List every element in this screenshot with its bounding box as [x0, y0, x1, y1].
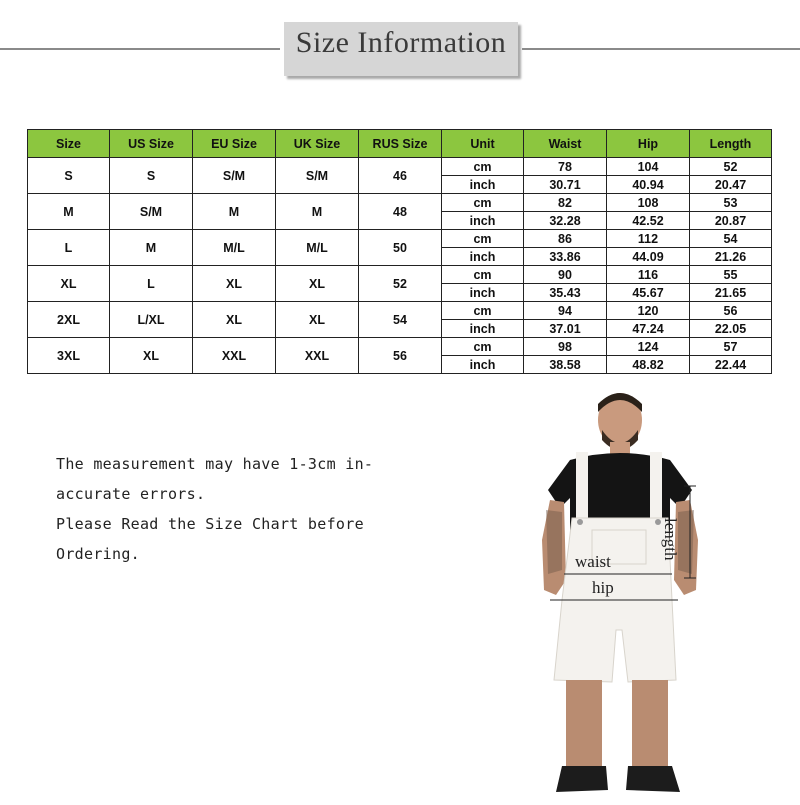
cell-us-size: L — [110, 266, 193, 302]
cell-waist: 35.43 — [524, 284, 607, 302]
note-line: Please Read the Size Chart before — [56, 515, 364, 533]
cell-us-size: S — [110, 158, 193, 194]
cell-waist: 86 — [524, 230, 607, 248]
cell-length: 52 — [690, 158, 772, 176]
cell-unit: cm — [442, 266, 524, 284]
cell-waist: 32.28 — [524, 212, 607, 230]
cell-unit: cm — [442, 230, 524, 248]
overall-strap-right — [650, 452, 662, 522]
cell-hip: 42.52 — [607, 212, 690, 230]
cell-unit: inch — [442, 248, 524, 266]
cell-hip: 108 — [607, 194, 690, 212]
cell-hip: 44.09 — [607, 248, 690, 266]
cell-hip: 124 — [607, 338, 690, 356]
table-row — [28, 230, 772, 248]
cell-waist: 38.58 — [524, 356, 607, 374]
cell-waist: 98 — [524, 338, 607, 356]
page-title: Size Information — [295, 26, 507, 59]
cell-us-size: XL — [110, 338, 193, 374]
cell-length: 53 — [690, 194, 772, 212]
cell-us-size: M — [110, 230, 193, 266]
waist-label: waist — [575, 552, 611, 571]
cell-rus-size: 52 — [359, 266, 442, 302]
cell-length: 54 — [690, 230, 772, 248]
table-row — [28, 302, 772, 320]
cell-uk-size: XL — [276, 302, 359, 338]
note-line: Ordering. — [56, 545, 140, 563]
table-row — [28, 158, 772, 176]
cell-uk-size: XL — [276, 266, 359, 302]
cell-us-size: S/M — [110, 194, 193, 230]
column-header: Size — [28, 130, 110, 158]
cell-size: XL — [28, 266, 110, 302]
cell-hip: 120 — [607, 302, 690, 320]
cell-uk-size: M — [276, 194, 359, 230]
hip-label: hip — [592, 578, 614, 597]
cell-rus-size: 48 — [359, 194, 442, 230]
column-header: Length — [690, 130, 772, 158]
cell-eu-size: XXL — [193, 338, 276, 374]
model-right-leg — [632, 680, 668, 768]
cell-hip: 112 — [607, 230, 690, 248]
cell-length: 22.05 — [690, 320, 772, 338]
cell-length: 21.65 — [690, 284, 772, 302]
column-header: US Size — [110, 130, 193, 158]
cell-waist: 82 — [524, 194, 607, 212]
column-header: Waist — [524, 130, 607, 158]
cell-eu-size: XL — [193, 302, 276, 338]
model-illustration — [520, 390, 750, 800]
cell-size: S — [28, 158, 110, 194]
cell-unit: inch — [442, 356, 524, 374]
table-row — [28, 338, 772, 356]
cell-length: 57 — [690, 338, 772, 356]
model-left-leg — [566, 680, 602, 768]
model-right-shoe — [626, 766, 680, 792]
cell-eu-size: S/M — [193, 158, 276, 194]
note-line: The measurement may have 1-3cm in- — [56, 455, 374, 473]
cell-size: L — [28, 230, 110, 266]
column-header: RUS Size — [359, 130, 442, 158]
length-label: length — [661, 518, 680, 561]
cell-hip: 40.94 — [607, 176, 690, 194]
cell-unit: inch — [442, 320, 524, 338]
cell-waist: 90 — [524, 266, 607, 284]
cell-waist: 78 — [524, 158, 607, 176]
cell-hip: 104 — [607, 158, 690, 176]
note-line: accurate errors. — [56, 485, 206, 503]
overall-strap-left — [576, 452, 588, 522]
cell-length: 56 — [690, 302, 772, 320]
cell-eu-size: M/L — [193, 230, 276, 266]
model-figure — [520, 390, 750, 800]
cell-eu-size: M — [193, 194, 276, 230]
cell-length: 20.47 — [690, 176, 772, 194]
header-rule-left — [0, 48, 280, 50]
cell-size: 2XL — [28, 302, 110, 338]
cell-uk-size: XXL — [276, 338, 359, 374]
column-header: Unit — [442, 130, 524, 158]
cell-waist: 37.01 — [524, 320, 607, 338]
cell-length: 55 — [690, 266, 772, 284]
cell-length: 20.87 — [690, 212, 772, 230]
cell-hip: 48.82 — [607, 356, 690, 374]
table-row — [28, 266, 772, 284]
cell-unit: inch — [442, 176, 524, 194]
column-header: EU Size — [193, 130, 276, 158]
cell-unit: inch — [442, 212, 524, 230]
size-table — [27, 129, 772, 374]
cell-unit: cm — [442, 302, 524, 320]
table-header-row — [28, 130, 772, 158]
cell-size: 3XL — [28, 338, 110, 374]
cell-uk-size: S/M — [276, 158, 359, 194]
cell-length: 22.44 — [690, 356, 772, 374]
model-left-shoe — [556, 766, 608, 792]
cell-rus-size: 56 — [359, 338, 442, 374]
cell-waist: 33.86 — [524, 248, 607, 266]
cell-eu-size: XL — [193, 266, 276, 302]
header-rule-right — [522, 48, 800, 50]
cell-unit: cm — [442, 194, 524, 212]
cell-rus-size: 46 — [359, 158, 442, 194]
cell-waist: 94 — [524, 302, 607, 320]
cell-hip: 116 — [607, 266, 690, 284]
cell-length: 21.26 — [690, 248, 772, 266]
cell-size: M — [28, 194, 110, 230]
cell-us-size: L/XL — [110, 302, 193, 338]
cell-rus-size: 54 — [359, 302, 442, 338]
cell-unit: cm — [442, 158, 524, 176]
cell-hip: 47.24 — [607, 320, 690, 338]
cell-uk-size: M/L — [276, 230, 359, 266]
cell-unit: inch — [442, 284, 524, 302]
cell-rus-size: 50 — [359, 230, 442, 266]
column-header: Hip — [607, 130, 690, 158]
table-row — [28, 194, 772, 212]
cell-unit: cm — [442, 338, 524, 356]
column-header: UK Size — [276, 130, 359, 158]
cell-hip: 45.67 — [607, 284, 690, 302]
cell-waist: 30.71 — [524, 176, 607, 194]
